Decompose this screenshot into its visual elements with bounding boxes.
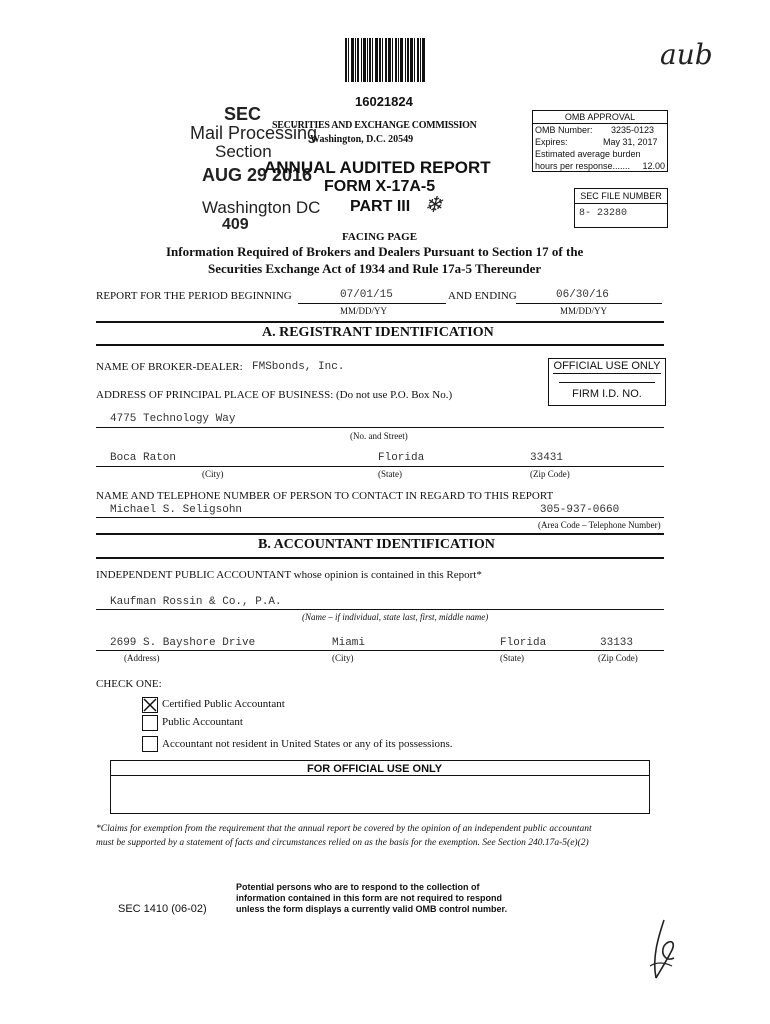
agency-name: SECURITIES AND EXCHANGE COMMISSION bbox=[272, 120, 477, 131]
accountant-label: INDEPENDENT PUBLIC ACCOUNTANT whose opinion is contained in this Report* bbox=[96, 569, 482, 581]
handwritten-mark: ❄ bbox=[424, 192, 443, 217]
omb-burden: Estimated average burden bbox=[535, 149, 641, 159]
omb-expires-label: Expires: bbox=[535, 137, 568, 147]
form-part: PART III bbox=[350, 198, 411, 215]
info-line-2: Securities Exchange Act of 1934 and Rule 17a-5 Thereunder bbox=[208, 261, 542, 276]
omb-hours: 12.00 bbox=[642, 161, 665, 171]
notice-line-2: information contained in this form are not required to respond bbox=[236, 893, 503, 903]
check-one-label: CHECK ONE: bbox=[96, 678, 162, 690]
zip-caption: (Zip Code) bbox=[530, 469, 570, 479]
sec-file-number-box bbox=[574, 188, 668, 228]
period-begin-format: MM/DD/YY bbox=[340, 306, 388, 316]
option-public-label: Public Accountant bbox=[162, 716, 243, 728]
stamp-mail-processing: Mail Processing bbox=[190, 123, 318, 143]
handwritten-signature bbox=[642, 918, 682, 982]
accountant-state[interactable]: Florida bbox=[500, 637, 547, 649]
omb-number: 3235-0123 bbox=[611, 125, 655, 135]
checkbox-public-accountant[interactable] bbox=[142, 715, 158, 731]
contact-phone[interactable]: 305-937-0660 bbox=[540, 504, 620, 516]
accountant-name[interactable]: Kaufman Rossin & Co., P.A. bbox=[110, 596, 282, 608]
sec-file-title: SEC FILE NUMBER bbox=[575, 189, 667, 204]
state-value[interactable]: Florida bbox=[378, 452, 425, 464]
contact-name[interactable]: Michael S. Seligsohn bbox=[110, 504, 243, 516]
official-use-label: OFFICIAL USE ONLY bbox=[553, 360, 661, 372]
period-label: REPORT FOR THE PERIOD BEGINNING bbox=[96, 290, 292, 302]
official-use-box bbox=[548, 358, 666, 406]
official-use-only-label: FOR OFFICIAL USE ONLY bbox=[307, 763, 443, 775]
city-value[interactable]: Boca Raton bbox=[110, 452, 177, 464]
official-use-only-box bbox=[110, 760, 650, 814]
phone-caption: (Area Code – Telephone Number) bbox=[538, 520, 661, 530]
barcode bbox=[345, 38, 425, 82]
info-line-1: Information Required of Brokers and Dealers Pursuant to Section 17 of the bbox=[166, 244, 584, 259]
address-label: ADDRESS OF PRINCIPAL PLACE OF BUSINESS: (Do not use P.O. Box No.) bbox=[96, 389, 453, 401]
omb-number-row bbox=[533, 124, 667, 136]
broker-dealer-value[interactable]: FMSbonds, Inc. bbox=[252, 361, 345, 373]
barcode-graphic bbox=[345, 38, 425, 82]
omb-approval-box bbox=[532, 110, 668, 172]
notice-line-3: unless the form displays a currently valid OMB control number. bbox=[236, 904, 508, 914]
stamp-section: Section bbox=[215, 142, 272, 161]
stamp-sec: SEC bbox=[224, 104, 262, 124]
section-a-title: A. REGISTRANT IDENTIFICATION bbox=[262, 325, 494, 340]
form-name: FORM X-17A-5 bbox=[324, 178, 436, 195]
omb-hours-label: hours per response....... bbox=[535, 161, 631, 171]
omb-expires-row bbox=[533, 136, 667, 148]
accountant-address-caption: (Address) bbox=[124, 653, 160, 663]
checkbox-x-icon bbox=[143, 698, 157, 712]
signature-graphic bbox=[642, 918, 682, 982]
footnote-line-2: must be supported by a statement of facts and circumstances relied on as the basis for the exemption. See Section 240.17a-5(e)(2) bbox=[96, 838, 589, 848]
zip-value[interactable]: 33431 bbox=[530, 452, 564, 464]
section-b-title: B. ACCOUNTANT IDENTIFICATION bbox=[258, 537, 495, 552]
period-end[interactable]: 06/30/16 bbox=[556, 289, 609, 301]
stamp-code: 409 bbox=[222, 216, 249, 233]
sec-file-value: 8- 23280 bbox=[579, 208, 628, 219]
notice-line-1: Potential persons who are to respond to the collection of bbox=[236, 882, 480, 892]
accountant-state-caption: (State) bbox=[500, 653, 524, 663]
agency-location: Washington, D.C. 20549 bbox=[310, 134, 414, 145]
facing-page: FACING PAGE bbox=[342, 231, 418, 243]
period-begin[interactable]: 07/01/15 bbox=[340, 289, 393, 301]
accountant-city-caption: (City) bbox=[332, 653, 354, 663]
accountant-address[interactable]: 2699 S. Bayshore Drive bbox=[110, 637, 256, 649]
accountant-city[interactable]: Miami bbox=[332, 637, 366, 649]
form-code: SEC 1410 (06-02) bbox=[118, 903, 207, 915]
omb-expires: May 31, 2017 bbox=[603, 137, 658, 147]
period-end-format: MM/DD/YY bbox=[560, 306, 608, 316]
checkbox-not-resident[interactable] bbox=[142, 736, 158, 752]
barcode-number: 16021824 bbox=[355, 94, 413, 109]
omb-title: OMB APPROVAL bbox=[533, 111, 667, 124]
report-title: ANNUAL AUDITED REPORT bbox=[264, 158, 491, 177]
checkbox-certified-public-accountant[interactable] bbox=[142, 697, 158, 713]
street-caption: (No. and Street) bbox=[350, 431, 408, 441]
footnote-line-1: *Claims for exemption from the requirement that the annual report be covered by the opinion of an independent public accountant bbox=[96, 824, 592, 834]
contact-label: NAME AND TELEPHONE NUMBER OF PERSON TO CONTACT IN REGARD TO THIS REPORT bbox=[96, 490, 554, 502]
accountant-zip[interactable]: 33133 bbox=[600, 637, 634, 649]
stamp-city: Washington DC bbox=[202, 198, 321, 217]
omb-number-label: OMB Number: bbox=[535, 125, 593, 135]
omb-hours-row bbox=[533, 160, 667, 172]
state-caption: (State) bbox=[378, 469, 402, 479]
street-value[interactable]: 4775 Technology Way bbox=[110, 413, 236, 425]
broker-dealer-label: NAME OF BROKER-DEALER: bbox=[96, 361, 243, 373]
firm-id-label: FIRM I.D. NO. bbox=[572, 388, 642, 400]
handwritten-initials: aub bbox=[660, 38, 713, 71]
city-caption: (City) bbox=[202, 469, 224, 479]
accountant-name-caption: (Name – if individual, state last, first, middle name) bbox=[302, 612, 489, 622]
stamp-date: AUG 29 2016 bbox=[202, 165, 313, 185]
option-not-resident-label: Accountant not resident in United States or any of its possessions. bbox=[162, 738, 453, 750]
and-ending-label: AND ENDING bbox=[448, 290, 517, 302]
accountant-zip-caption: (Zip Code) bbox=[598, 653, 638, 663]
option-certified-label: Certified Public Accountant bbox=[162, 698, 285, 710]
